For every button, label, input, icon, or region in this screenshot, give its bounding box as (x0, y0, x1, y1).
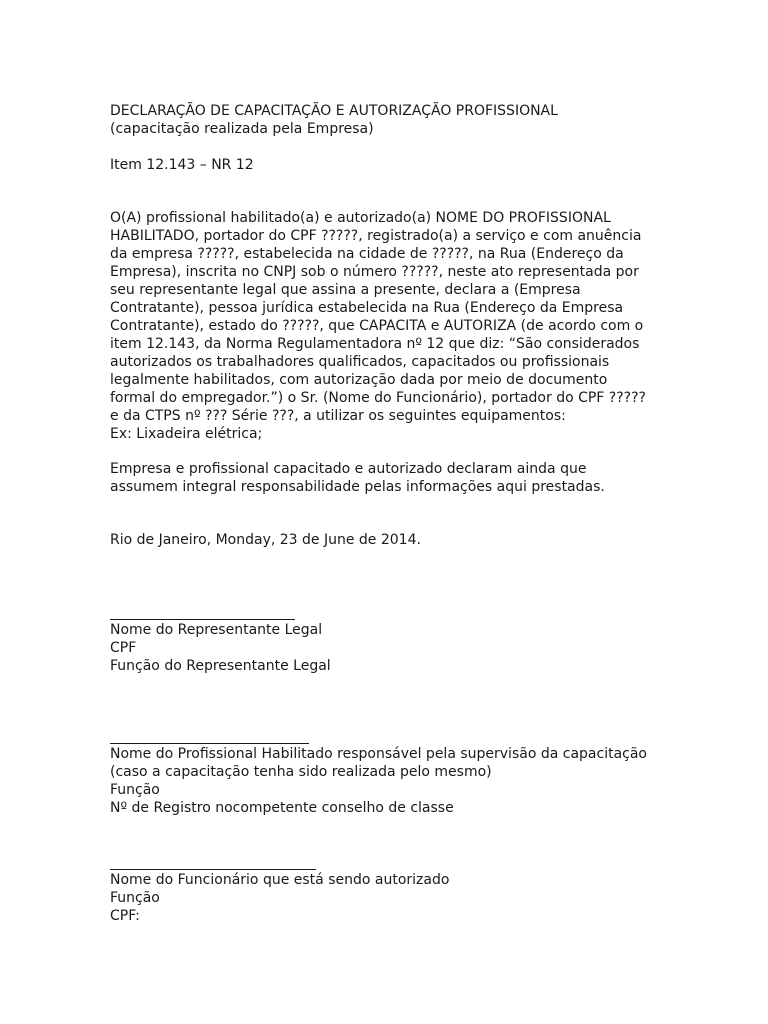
document-title: DECLARAÇÃO DE CAPACITAÇÃO E AUTORIZAÇÃO PROFISSIONAL (110, 103, 558, 119)
body-line: O(A) profissional habilitado(a) e autorizado(a) NOME DO PROFISSIONAL (110, 210, 611, 226)
body-line: item 12.143, da Norma Regulamentadora nº 12 que diz: “São considerados (110, 336, 640, 352)
professional-role: Função (110, 782, 160, 798)
signature-line-professional (110, 743, 309, 744)
employee-cpf: CPF: (110, 908, 140, 924)
professional-note: (caso a capacitação tenha sido realizada pelo mesmo) (110, 764, 492, 780)
body-line: Contratante), estado do ?????, que CAPACITA e AUTORIZA (de acordo com o (110, 318, 644, 334)
signature-line-representative (110, 619, 295, 620)
declaration-line: Empresa e profissional capacitado e autorizado declaram ainda que (110, 461, 587, 477)
body-line: HABILITADO, portador do CPF ?????, registrado(a) a serviço e com anuência (110, 228, 642, 244)
signature-line-employee (110, 869, 316, 870)
body-line: autorizados os trabalhadores qualificados, capacitados ou profissionais (110, 354, 610, 370)
employee-name: Nome do Funcionário que está sendo autorizado (110, 872, 450, 888)
declaration-line: assumem integral responsabilidade pelas informações aqui prestadas. (110, 479, 605, 495)
item-reference: Item 12.143 – NR 12 (110, 157, 254, 173)
body-line: formal do empregador.”) o Sr. (Nome do Funcionário), portador do CPF ????? (110, 390, 646, 406)
body-line: Empresa), inscrita no CNPJ sob o número ?????, neste ato representada por (110, 264, 639, 280)
place-date: Rio de Janeiro, Monday, 23 de June de 2014. (110, 532, 421, 548)
professional-name: Nome do Profissional Habilitado responsável pela supervisão da capacitação (110, 746, 647, 762)
document-subtitle: (capacitação realizada pela Empresa) (110, 121, 374, 137)
body-line: e da CTPS nº ??? Série ???, a utilizar os seguintes equipamentos: (110, 408, 566, 424)
body-line: legalmente habilitados, com autorização dada por meio de documento (110, 372, 608, 388)
employee-role: Função (110, 890, 160, 906)
representative-name: Nome do Representante Legal (110, 622, 323, 638)
representative-role: Função do Representante Legal (110, 658, 331, 674)
body-line: Contratante), pessoa jurídica estabelecida na Rua (Endereço da Empresa (110, 300, 624, 316)
body-line: da empresa ?????, estabelecida na cidade de ?????, na Rua (Endereço da (110, 246, 624, 262)
body-line: Ex: Lixadeira elétrica; (110, 426, 263, 442)
body-line: seu representante legal que assina a presente, declara a (Empresa (110, 282, 581, 298)
representative-cpf: CPF (110, 640, 137, 656)
professional-registry: Nº de Registro nocompetente conselho de classe (110, 800, 454, 816)
